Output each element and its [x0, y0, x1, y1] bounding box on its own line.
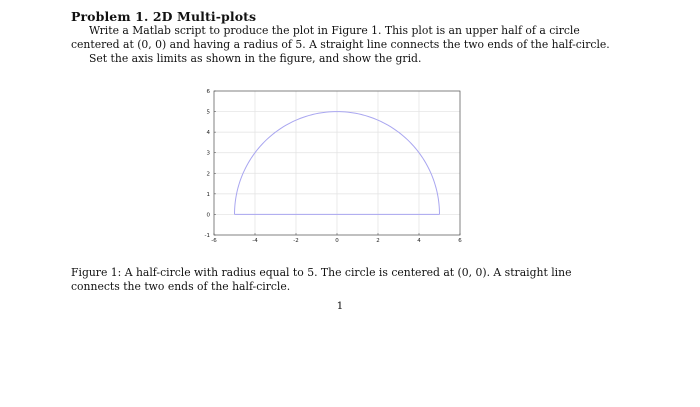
plot-svg — [196, 85, 496, 255]
y-tick-label: 4 — [206, 130, 210, 137]
x-tick-label: 6 — [458, 238, 462, 244]
figure-caption: Figure 1: A half-circle with radius equal to 5. The circle is centered at (0, 0). A straight line connects the two ends of the half-circle. — [71, 266, 572, 293]
y-tick-label: 6 — [206, 89, 210, 95]
y-tick-label: 1 — [206, 191, 210, 198]
plot-grid — [214, 91, 460, 235]
problem-title: Problem 1. 2D Multi-plots — [71, 9, 257, 24]
y-tick-label: -1 — [204, 233, 210, 239]
y-tick-label: 3 — [206, 150, 210, 157]
x-tick-label: -4 — [252, 238, 258, 244]
y-tick-label: 2 — [206, 171, 210, 178]
x-tick-label: 4 — [417, 238, 421, 244]
x-tick-label: -6 — [211, 238, 217, 244]
y-tick-label: 5 — [206, 109, 210, 116]
problem-body: Write a Matlab script to produce the plot in Figure 1. This plot is an upper half of a circle centered at (0, 0) and having a radius of 5. A straight line connects the two ends of the half-circle. — [71, 24, 610, 51]
x-tick-label: 0 — [335, 238, 339, 244]
x-tick-label: -2 — [293, 238, 299, 244]
problem-instructions: Set the axis limits as shown in the figure, and show the grid. — [89, 52, 422, 65]
x-tick-label: 2 — [376, 238, 380, 244]
page-number: 1 — [336, 300, 344, 312]
figure-plot — [196, 85, 496, 259]
y-tick-label: 0 — [206, 212, 210, 219]
